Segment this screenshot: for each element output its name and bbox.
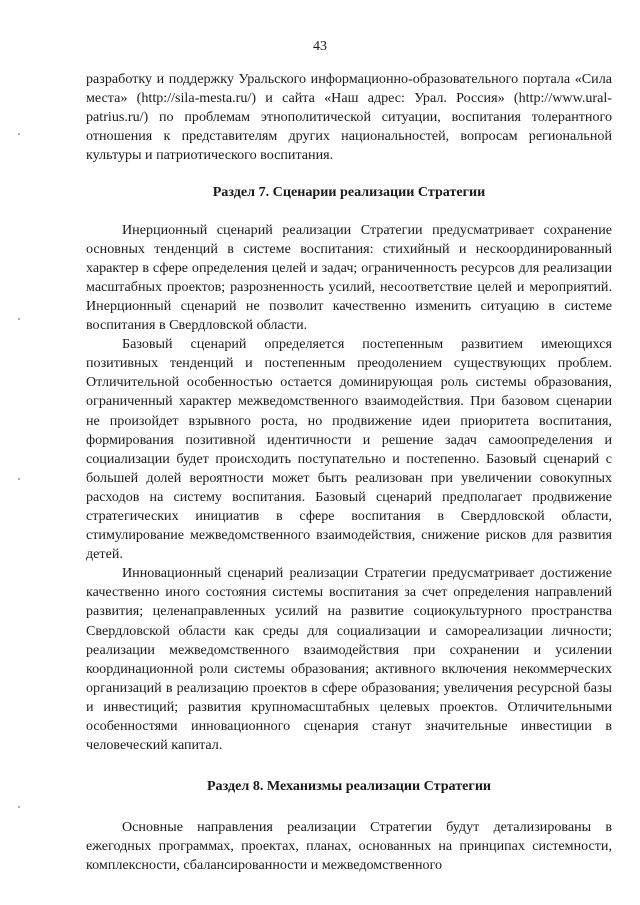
scan-margin-mark (18, 478, 20, 480)
section-7-heading: Раздел 7. Сценарии реализации Стратегии (212, 184, 486, 201)
document-body (86, 70, 612, 876)
section-7-paragraph-innovative: Инновационный сценарий реализации Стратегии предусматривает достижение качественно иного состояния системы воспитания за счет определения направлений развития; целенаправленных усилий на развитие социокультурного пространства Свердловской области как среды для социализации и самореализации личности; реализации межведомственного взаимодействия при сохранении и усилении координационной роли системы образования; активного включения некоммерческих организаций в реализацию проектов в сфере образования; увеличения ресурсной базы и инвестиций; развития крупномасштабных целевых проектов. Отличительными особенностями инновационного сценария станут значительные инвестиции в человеческий капитал. (86, 565, 612, 754)
section-7-paragraph-basic: Базовый сценарий определяется постепенным развитием имеющихся позитивных тенденций и постепенным преодолением существующих проблем. Отличительной особенностью остается доминирующая роль системы образования, ограниченный характер межведомственного взаимодействия. При базовом сценарии не произойдет взрывного роста, но продвижение идеи приоритета воспитания, формирования позитивной идентичности и решение задач самоопределения и социализации будет происходить поступательно и постепенно. Базовый сценарий с большей долей вероятности может быть реализован при увеличении совокупных расходов на систему воспитания. Базовый сценарий предполагает продвижение стратегических инициатив в сфере воспитания в Свердловской области, стимулирование межведомственного взаимодействия, снижение рисков для развития детей. (86, 336, 612, 563)
section-8-paragraph-directions: Основные направления реализации Стратегии будут детализированы в ежегодных программах, проектах, планах, основанных на принципах системности, комплексности, сбалансированности и межведомственного (86, 819, 612, 874)
page-number: 43 (313, 39, 327, 54)
section-7-paragraph-inertial: Инерционный сценарий реализации Стратегии предусматривает сохранение основных тенденций в системе воспитания: стихийный и нескоординированный характер в сфере определения целей и задач; ограниченность ресурсов для реализации масштабных проектов; разрозненность усилий, несоответствие целей и мероприятий. Инерционный сценарий не позволит качественно изменить ситуацию в системе воспитания в Свердловской области. (86, 221, 612, 334)
intro-paragraph: разработку и поддержку Уральского информационно-образовательного портала «Сила места» (http://sila-mesta.ru/) и сайта «Наш адрес: Урал. Россия» (http://www.ural-patrius.ru/) по проблемам этнополитической ситуации, воспитания толерантного отношения к представителям других национальностей, вопросам региональной культуры и патриотического воспитания. (86, 71, 612, 164)
scan-margin-mark (18, 133, 20, 135)
scan-margin-mark (18, 806, 20, 808)
section-8-heading: Раздел 8. Механизмы реализации Стратегии (206, 778, 492, 795)
scan-margin-mark (18, 318, 20, 320)
